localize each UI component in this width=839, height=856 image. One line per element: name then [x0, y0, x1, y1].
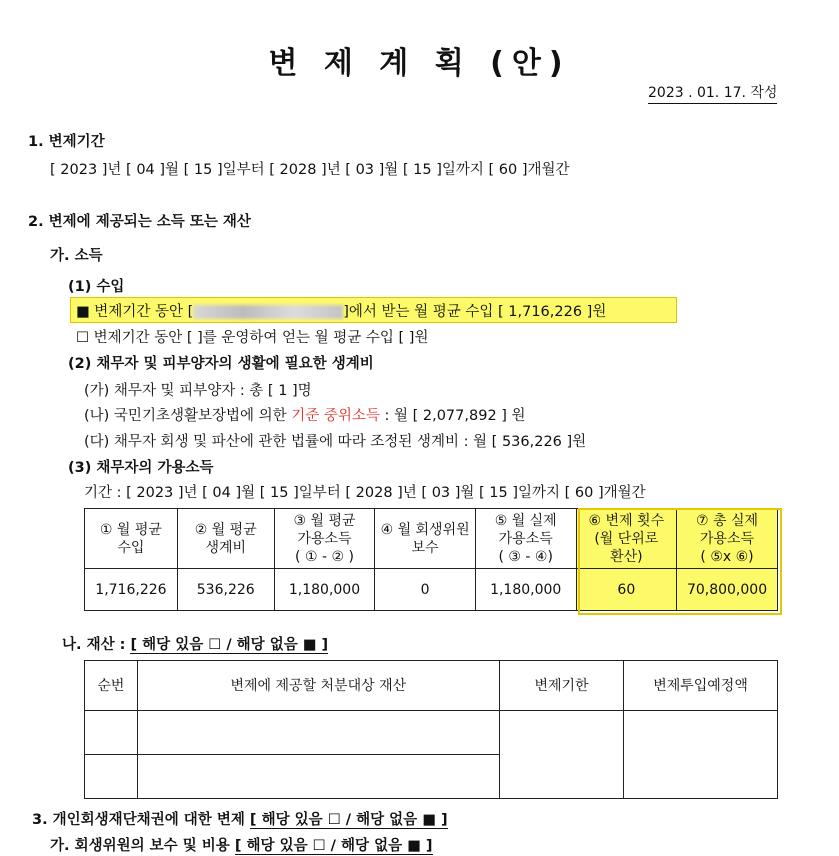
asset-col-amount: 변제투입예정액 [624, 661, 778, 711]
median-income-pre: (나) 국민기초생활보장법에 의한 [84, 408, 292, 424]
income-line-1 [76, 300, 606, 321]
table-value-row [85, 569, 778, 611]
document-title: 변 제 계 획 (안) [268, 46, 571, 81]
median-income-term: 기준 중위소득 [291, 408, 380, 424]
total-available-cell: 70,800,000 [677, 569, 778, 611]
available-income-heading: (3) 채무자의 가용소득 [68, 460, 214, 476]
col1-header: ① 월 평균 수입 [85, 509, 178, 569]
document-date: 2023 . 01. 17. 작성 [648, 82, 777, 104]
income-line-1-post: ]에서 받는 월 평균 수입 [ 1,716,226 ]원 [343, 304, 607, 320]
asset-col-number: 순번 [85, 661, 138, 711]
redacted-employer [193, 305, 343, 319]
asset-row [85, 711, 778, 755]
repayment-count-cell: 60 [576, 569, 676, 611]
monthly-income-cell: 1,716,226 [85, 569, 178, 611]
section1-heading: 1. 변제기간 [28, 134, 105, 150]
trustee-fee-cell: 0 [375, 569, 475, 611]
assets-label: 나. 재산 : [62, 637, 131, 653]
section2-heading: 2. 변제에 제공되는 소득 또는 재산 [28, 214, 251, 230]
assets-line [62, 633, 328, 654]
median-income-line [84, 404, 526, 425]
section3-label: 3. 개인회생재단채권에 대한 변제 [32, 812, 250, 828]
col5-header: ⑤ 월 실제 가용소득 ( ③ - ④) [475, 509, 576, 569]
section3-options: [ 해당 있음 ☐ / 해당 없음 ■ ] [249, 812, 448, 828]
dependents-line: (가) 채무자 및 피부양자 : 총 [ 1 ]명 [84, 383, 312, 399]
col6-header: ⑥ 변제 횟수 (월 단위로 환산) [576, 509, 676, 569]
available-period-line: 기간 : [ 2023 ]년 [ 04 ]월 [ 15 ]일부터 [ 2028 ]년 [ 03 ]월 [ 15 ]일까지 [ 60 ]개월간 [84, 485, 646, 501]
col7-header: ⑦ 총 실제 가용소득 ( ⑤x ⑥) [677, 509, 778, 569]
asset-col-deadline: 변제기한 [499, 661, 623, 711]
trustee-fee-line [50, 834, 433, 855]
table-header-row [85, 509, 778, 569]
available-income-cell: 1,180,000 [274, 569, 375, 611]
income-line-1-pre: ■ 변제기간 동안 [ [76, 304, 194, 320]
section3-heading [32, 808, 448, 829]
living-cost-cell: 536,226 [177, 569, 274, 611]
income-line-2: ☐ 변제기간 동안 [ ]를 운영하여 얻는 월 평균 수입 [ ]원 [76, 330, 429, 346]
income-subheading: 가. 소득 [50, 248, 103, 264]
available-income-table [84, 508, 778, 611]
median-income-post: : 월 [ 2,077,892 ] 원 [379, 408, 526, 424]
asset-table [84, 660, 778, 799]
trustee-fee-options: [ 해당 있음 ☐ / 해당 없음 ■ ] [234, 838, 433, 854]
trustee-fee-label: 가. 회생위원의 보수 및 비용 [50, 838, 235, 854]
col3-header: ③ 월 평균 가용소득 ( ① - ② ) [274, 509, 375, 569]
assets-options: [ 해당 있음 ☐ / 해당 없음 ■ ] [130, 637, 329, 653]
actual-available-cell: 1,180,000 [475, 569, 576, 611]
repayment-period-line: [ 2023 ]년 [ 04 ]월 [ 15 ]일부터 [ 2028 ]년 [ 03 ]월 [ 15 ]일까지 [ 60 ]개월간 [50, 162, 570, 178]
revenue-heading: (1) 수입 [68, 279, 125, 295]
living-cost-heading: (2) 채무자 및 피부양자의 생활에 필요한 생계비 [68, 356, 374, 372]
col4-header: ④ 월 회생위원 보수 [375, 509, 475, 569]
col2-header: ② 월 평균 생계비 [177, 509, 274, 569]
adjusted-living-cost-line: (다) 채무자 회생 및 파산에 관한 법률에 따라 조정된 생계비 : 월 [ 536,226 ]원 [84, 434, 587, 450]
asset-col-item: 변제에 제공할 처분대상 재산 [137, 661, 499, 711]
